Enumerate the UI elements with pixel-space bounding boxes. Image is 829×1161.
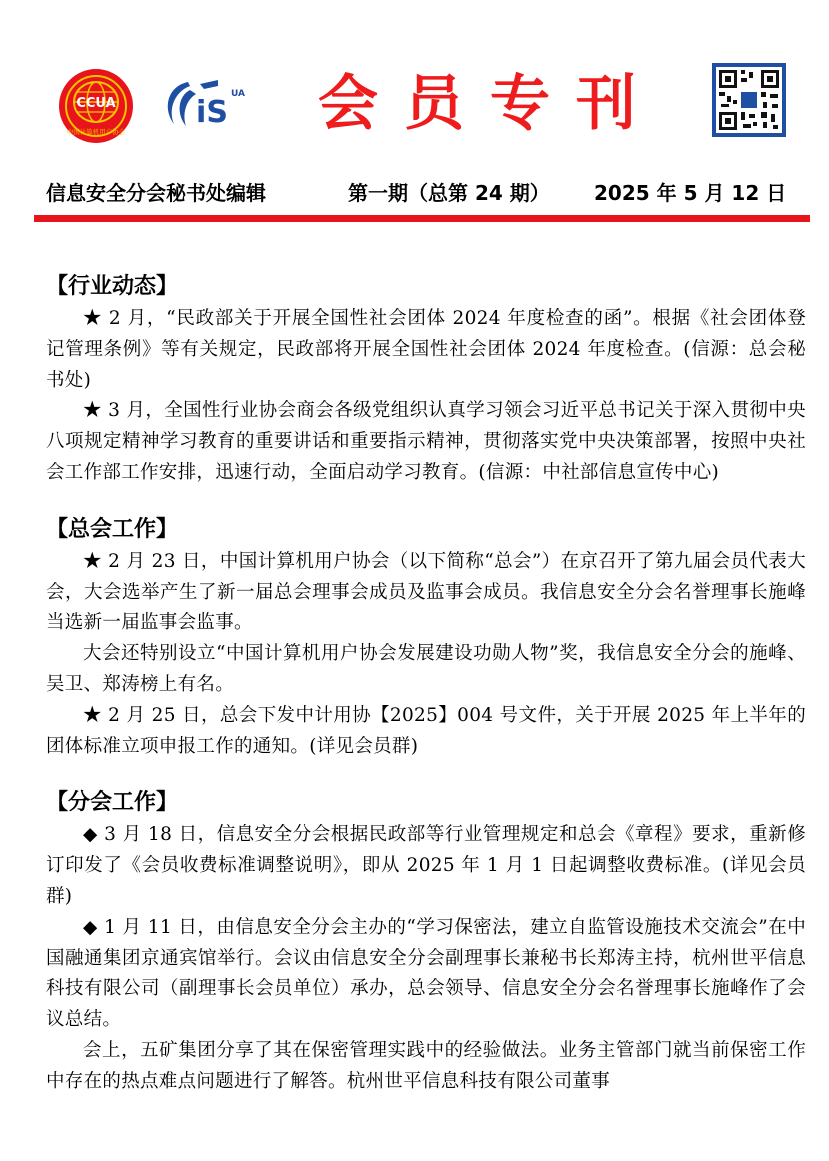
branch-logo	[160, 72, 248, 138]
editor-label: 信息安全分会秘书处编辑	[46, 181, 266, 205]
paragraph: ★ 2 月 23 日，中国计算机用户协会（以下简称“总会”）在京召开了第九届会员代表大会，大会选举产生了新一届总会理事会成员及监事会成员。我信息安全分会名誉理事长施峰当选新一届监事会监事。	[46, 550, 806, 634]
section-title-industry: 【行业动态】	[46, 274, 179, 299]
paragraph: ◆ 1 月 11 日，由信息安全分会主办的“学习保密法，建立自监管设施技术交流会”在中国融通集团京通宾馆举行。会议由信息安全分会副理事长兼秘书长郑涛主持，杭州世平信息科技有限公司（副理事长会员单位）承办，总会领导、信息安全分会名誉理事长施峰作了会议总结。	[46, 916, 806, 1031]
svg-text:iS: iS	[196, 95, 228, 130]
page-title: 会员专刊	[318, 69, 662, 139]
section-title-branch: 【分会工作】	[46, 790, 179, 816]
association-logo	[58, 68, 134, 144]
svg-text:中国计算机用户协会: 中国计算机用户协会	[66, 128, 126, 136]
header-divider	[34, 215, 810, 222]
paragraph: 大会还特别设立“中国计算机用户协会发展建设功勋人物”奖，我信息安全分会的施峰、吴卫、郑涛榜上有名。	[46, 643, 806, 695]
section-spacer	[46, 489, 806, 513]
issue-number: 第一期（总第 24 期）	[348, 181, 550, 205]
article-body	[46, 270, 806, 1098]
qr-code-icon[interactable]	[712, 63, 786, 137]
paragraph: ◆ 3 月 18 日，信息安全分会根据民政部等行业管理规定和总会《章程》要求，重新修订印发了《会员收费标准调整说明》，即从 2025 年 1 月 1 日起调整收费标准。(详见会员群)	[46, 824, 806, 907]
section-spacer	[46, 762, 806, 786]
paragraph: ★ 3 月，全国性行业协会商会各级党组织认真学习领会习近平总书记关于深入贯彻中央八项规定精神学习教育的重要讲话和重要指示精神，贯彻落实党中央决策部署，按照中央社会工作部工作安排，迅速行动，全面启动学习教育。(信源：中社部信息宣传中心)	[46, 400, 806, 483]
svg-text:CCUA: CCUA	[76, 96, 116, 111]
section-title-association: 【总会工作】	[46, 516, 179, 542]
paragraph: ★ 2 月 25 日，总会下发中计用协【2025】004 号文件，关于开展 2025 年上半年的团体标准立项申报工作的通知。(详见会员群)	[46, 704, 806, 757]
svg-text:UA: UA	[231, 89, 245, 99]
paragraph: ★ 2 月，“民政部关于开展全国性社会团体 2024 年度检查的函”。根据《社会团体登记管理条例》等有关规定，民政部将开展全国性社会团体 2024 年度检查。(信源：总会秘书处)	[46, 308, 806, 391]
masthead	[0, 0, 829, 230]
paragraph: 会上，五矿集团分享了其在保密管理实践中的经验做法。业务主管部门就当前保密工作中存在的热点难点问题进行了解答。杭州世平信息科技有限公司董事	[46, 1039, 806, 1092]
issue-date: 2025 年 5 月 12 日	[594, 181, 787, 205]
